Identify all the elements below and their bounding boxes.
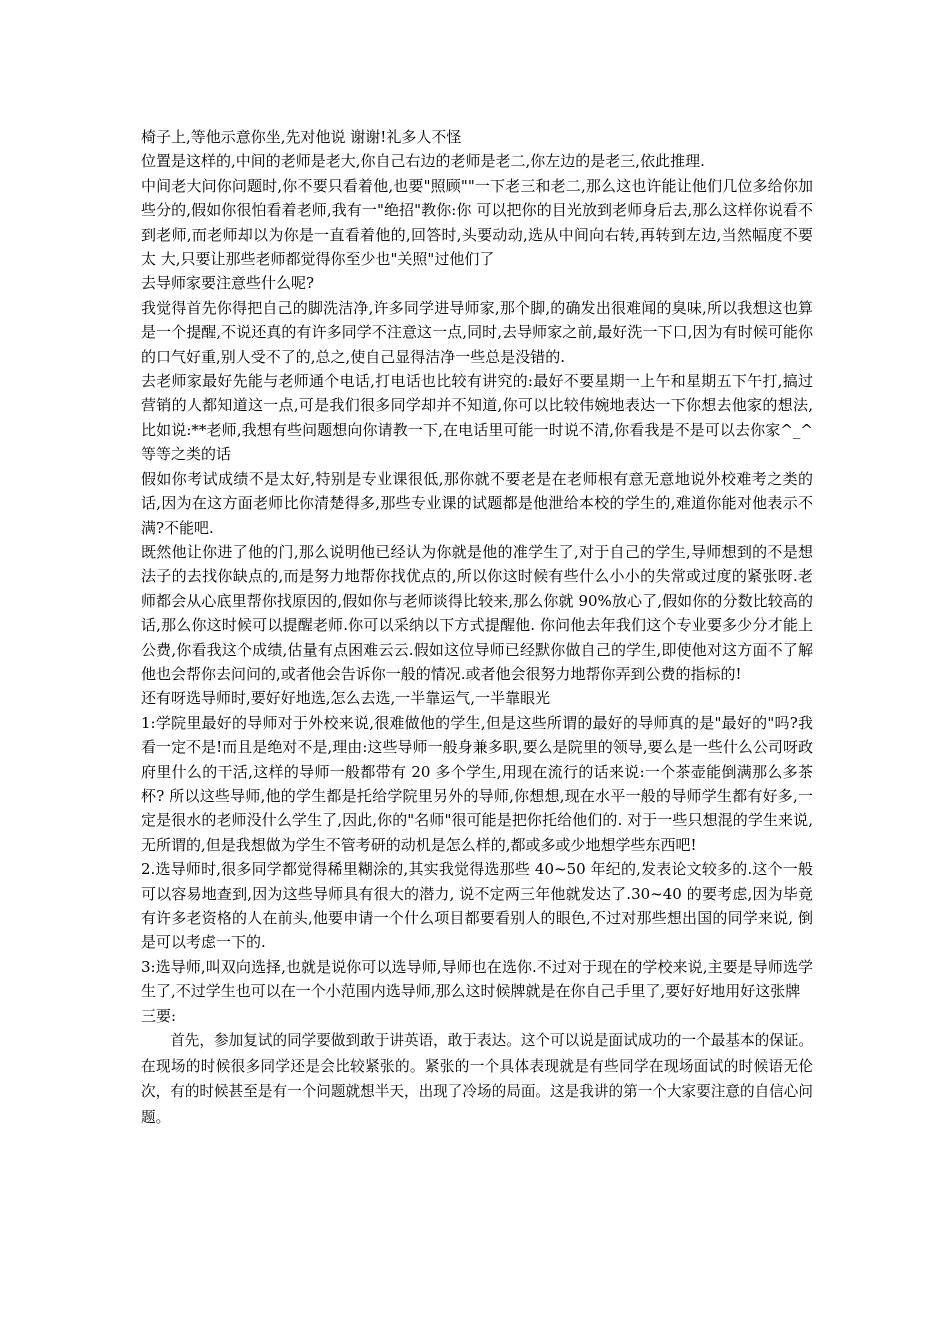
paragraph-14: 首先，参加复试的同学要做到敢于讲英语，敢于表达。这个可以说是面试成功的一个最基本的保证。在现场的时候很多同学还是会比较紧张的。紧张的一个具体表现就是有些同学在现场面试的时候语无伦次，有的时候甚至是有一个问题就想半天，出现了冷场的局面。这是我讲的第一个大家要注意的自信心问题。 [141, 1032, 813, 1126]
paragraph-2: 位置是这样的,中间的老师是老大,你自己右边的老师是老二,你左边的是老三,依此推理. [141, 152, 705, 171]
document-page [141, 125, 813, 1130]
paragraph-3: 中间老大问你问题时,你不要只看着他,也要"照顾""一下老三和老二,那么这也许能让他们几位多给你加些分的,假如你很怕看着老师,我有一"绝招"教你:你 可以把你的目光放到老师身后去,那么这样你说看不到老师,而老师却以为你是一直看着他的,回答时,头要动动,选从中间向右转,再转到左边,当然幅度不要太 大,只要让那些老师都觉得你至少也"关照"过他们了 [141, 176, 813, 269]
paragraph-1: 椅子上,等他示意你坐,先对他说 谢谢!礼多人不怪 [141, 128, 462, 146]
section-heading-three-musts: 三要: [141, 1006, 177, 1025]
paragraph-12: 3:选导师,叫双向选择,也就是说你可以选导师,导师也在选你.不过对于现在的学校来说,主要是导师选学生了,不过学生也可以在一个小范围内选导师,那么这时候牌就是在你自己手里了,要好好地用好这张牌 [141, 957, 813, 1001]
section-heading-advisor-home: 去导师家要注意些什么呢? [141, 274, 315, 293]
paragraph-7: 假如你考试成绩不是太好,特别是专业课很低,那你就不要老是在老师根有意无意地说外校难考之类的话,因为在这方面老师比你清楚得多,那些专业课的试题都是他泄给本校的学生的,难道你能对他表示不满?不能吧. [141, 469, 813, 537]
paragraph-5: 我觉得首先你得把自己的脚洗洁净,许多同学进导师家,那个脚,的确发出很难闻的臭味,所以我想这也算是一个提醒,不说还真的有许多同学不注意这一点,同时,去导师家之前,最好洗一下口,因为有时候可能你的口气好重,别人受不了的,总之,使自己显得洁净一些总是没错的. [141, 298, 813, 366]
paragraph-11: 2.选导师时,很多同学都觉得稀里糊涂的,其实我觉得选那些 40~50 年纪的,发表论文较多的.这个一般可以容易地查到,因为这些导师具有很大的潜力, 说不定两三年他就发达了.30~40 的要考虑,因为毕竟有许多老资格的人在前头,他要申请一个什么项目都要看别人的眼色,不过对那些想出国的同学来说, 倒是可以考虑一下的. [141, 860, 813, 952]
paragraph-10: 1:学院里最好的导师对于外校来说,很难做他的学生,但是这些所谓的最好的导师真的是"最好的"吗?我看一定不是!而且是绝对不是,理由:这些导师一般身兼多职,要么是院里的领导,要么是一些什么公司呀政府里什么的干活,这样的导师一般都带有 20 多个学生,用现在流行的话来说:一个茶壶能倒满那么多茶杯? 所以这些导师,他的学生都是托给学院里另外的导师,你想想,现在水平一般的导师学生都有好多,一定是很水的老师没什么学生了,因此,你的"名师"很可能是把你托给他们的. 对于一些只想混的学生来说,无所谓的,但是我想做为学生不管考研的动机是怎么样的,都或多或少地想学些东西吧! [141, 713, 813, 854]
paragraph-8: 既然他让你进了他的门,那么说明他已经认为你就是他的准学生了,对于自己的学生,导师想到的不是想法子的去找你缺点的,而是努力地帮你找优点的,所以你这时候有些什么小小的失常或过度的紧张呀.老师都会从心底里帮你找原因的,假如你与老师谈得比较来,那么你就 90%放心了,假如你的分数比较高的话,那么你这时候可以提醒老师.你可以采纳以下方式提醒他. 你问他去年我们这个专业要多少分才能上公费,你看我这个成绩,估量有点困难云云.假如这位导师已经默你做自己的学生,即使他对这方面不了解他也会帮你去问问的,或者他会告诉你一般的情况.或者他会很努力地帮你弄到公费的指标的! [141, 542, 813, 683]
section-heading-choose-advisor: 还有呀选导师时,要好好地选,怎么去选,一半靠运气,一半靠眼光 [141, 689, 551, 708]
paragraph-6: 去老师家最好先能与老师通个电话,打电话也比较有讲究的:最好不要星期一上午和星期五下午打,搞过营销的人都知道这一点,可是我们很多同学却并不知道,你可以比较伟婉地表达一下你想去他家的想法,比如说:**老师,我想有些问题想向你请教一下,在电话里可能一时说不清,你看我是不是可以去你家^_^等等之类的话 [141, 372, 813, 464]
